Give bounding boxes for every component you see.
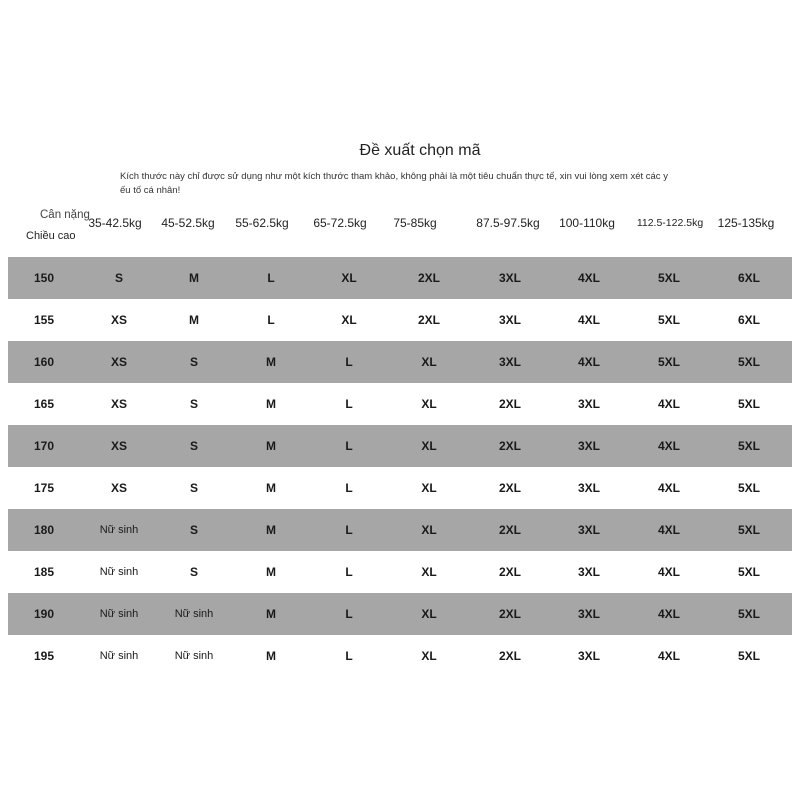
weight-column-header: 75-85kg <box>393 216 437 230</box>
size-cell: 5XL <box>737 607 760 621</box>
weight-column-header: 35-42.5kg <box>88 216 142 230</box>
table-row <box>8 257 792 299</box>
height-cell: 150 <box>33 271 55 285</box>
table-row <box>8 593 792 635</box>
weight-column-header: 87.5-97.5kg <box>476 216 540 230</box>
size-cell: S <box>189 481 198 495</box>
size-cell: 2XL <box>417 313 440 327</box>
size-cell: L <box>267 271 275 285</box>
table-row <box>8 299 792 341</box>
size-cell: S <box>189 397 198 411</box>
size-cell: 2XL <box>417 271 440 285</box>
size-cell: XL <box>421 607 437 621</box>
size-cell: 2XL <box>498 397 521 411</box>
size-cell: 3XL <box>577 439 600 453</box>
size-cell: Nữ sinh <box>174 608 214 620</box>
size-cell: 4XL <box>577 313 600 327</box>
table-row <box>8 341 792 383</box>
size-cell: M <box>266 355 276 369</box>
size-cell: 4XL <box>577 271 600 285</box>
size-cell: S <box>114 271 123 285</box>
disclaimer-note: Kích thước này chỉ được sử dụng như một kích thước tham khảo, không phải là một tiêu chuẩn thực tế, xin vui lòng xem xét các y ếu tố cá nhân! <box>120 171 668 196</box>
size-cell: XS <box>110 481 127 495</box>
weight-column-header: 125-135kg <box>717 216 775 230</box>
size-cell: 5XL <box>737 439 760 453</box>
table-row <box>8 509 792 551</box>
page-title: Đề xuất chọn mã <box>359 142 481 159</box>
size-cell: 3XL <box>577 481 600 495</box>
size-cell: Nữ sinh <box>99 566 139 578</box>
size-cell: 5XL <box>737 565 760 579</box>
size-cell: 3XL <box>577 565 600 579</box>
table-row <box>8 551 792 593</box>
size-cell: 6XL <box>737 313 760 327</box>
size-cell: S <box>189 523 198 537</box>
size-cell: 4XL <box>657 607 680 621</box>
height-header-label: Chiều cao <box>26 230 76 242</box>
size-cell: L <box>345 607 353 621</box>
size-cell: 5XL <box>657 313 680 327</box>
size-cell: L <box>345 397 353 411</box>
size-cell: XL <box>421 523 437 537</box>
size-cell: XS <box>110 397 127 411</box>
size-cell: 5XL <box>737 649 760 663</box>
size-cell: 3XL <box>577 523 600 537</box>
size-cell: 3XL <box>498 355 521 369</box>
size-cell: XL <box>421 649 437 663</box>
size-cell: XL <box>421 565 437 579</box>
height-cell: 190 <box>33 607 55 621</box>
height-cell: 175 <box>33 481 55 495</box>
size-table <box>8 257 792 677</box>
size-cell: 5XL <box>657 271 680 285</box>
size-cell: M <box>266 607 276 621</box>
size-cell: 3XL <box>498 313 521 327</box>
size-cell: M <box>189 313 199 327</box>
height-cell: 160 <box>33 355 55 369</box>
size-cell: 4XL <box>657 439 680 453</box>
size-cell: M <box>266 649 276 663</box>
size-cell: XL <box>421 397 437 411</box>
table-row <box>8 467 792 509</box>
size-cell: 2XL <box>498 481 521 495</box>
table-row <box>8 425 792 467</box>
size-cell: Nữ sinh <box>99 608 139 620</box>
size-cell: 2XL <box>498 523 521 537</box>
size-cell: 2XL <box>498 649 521 663</box>
size-cell: 5XL <box>737 355 760 369</box>
size-cell: L <box>345 439 353 453</box>
size-cell: L <box>345 355 353 369</box>
weight-column-header: 45-52.5kg <box>161 216 215 230</box>
size-cell: S <box>189 355 198 369</box>
size-cell: Nữ sinh <box>174 650 214 662</box>
size-cell: L <box>345 649 353 663</box>
weight-column-header: 112.5-122.5kg <box>636 217 704 229</box>
size-cell: 6XL <box>737 271 760 285</box>
size-cell: XL <box>421 481 437 495</box>
size-cell: 5XL <box>737 397 760 411</box>
size-cell: XS <box>110 313 127 327</box>
size-cell: 4XL <box>657 649 680 663</box>
size-cell: Nữ sinh <box>99 524 139 536</box>
size-cell: 3XL <box>498 271 521 285</box>
size-cell: 4XL <box>657 565 680 579</box>
weight-header-label: Cân nặng <box>40 209 90 221</box>
size-cell: XS <box>110 439 127 453</box>
size-cell: L <box>345 565 353 579</box>
weight-column-header: 65-72.5kg <box>313 216 367 230</box>
size-cell: 2XL <box>498 607 521 621</box>
size-cell: M <box>266 523 276 537</box>
weight-column-header: 100-110kg <box>559 216 615 230</box>
height-cell: 180 <box>33 523 55 537</box>
size-cell: XL <box>421 355 437 369</box>
weight-header-row <box>80 216 792 232</box>
size-cell: 4XL <box>657 523 680 537</box>
size-cell: M <box>266 439 276 453</box>
size-cell: Nữ sinh <box>99 650 139 662</box>
height-cell: 170 <box>33 439 55 453</box>
size-cell: 4XL <box>657 481 680 495</box>
size-cell: 4XL <box>577 355 600 369</box>
height-cell: 165 <box>33 397 55 411</box>
height-cell: 185 <box>33 565 55 579</box>
size-cell: XL <box>421 439 437 453</box>
size-cell: M <box>189 271 199 285</box>
size-cell: L <box>345 523 353 537</box>
size-cell: S <box>189 565 198 579</box>
size-cell: L <box>267 313 275 327</box>
weight-column-header: 55-62.5kg <box>235 216 289 230</box>
size-cell: M <box>266 565 276 579</box>
table-row <box>8 635 792 677</box>
size-cell: 3XL <box>577 607 600 621</box>
size-cell: 3XL <box>577 649 600 663</box>
size-cell: 3XL <box>577 397 600 411</box>
size-cell: 4XL <box>657 397 680 411</box>
size-cell: L <box>345 481 353 495</box>
size-cell: S <box>189 439 198 453</box>
size-cell: M <box>266 397 276 411</box>
height-cell: 195 <box>33 649 55 663</box>
size-cell: XL <box>341 271 357 285</box>
size-cell: XL <box>341 313 357 327</box>
size-cell: XS <box>110 355 127 369</box>
table-row <box>8 383 792 425</box>
size-cell: 5XL <box>657 355 680 369</box>
height-cell: 155 <box>33 313 55 327</box>
size-cell: 5XL <box>737 481 760 495</box>
size-cell: 2XL <box>498 565 521 579</box>
size-cell: M <box>266 481 276 495</box>
size-cell: 2XL <box>498 439 521 453</box>
size-cell: 5XL <box>737 523 760 537</box>
